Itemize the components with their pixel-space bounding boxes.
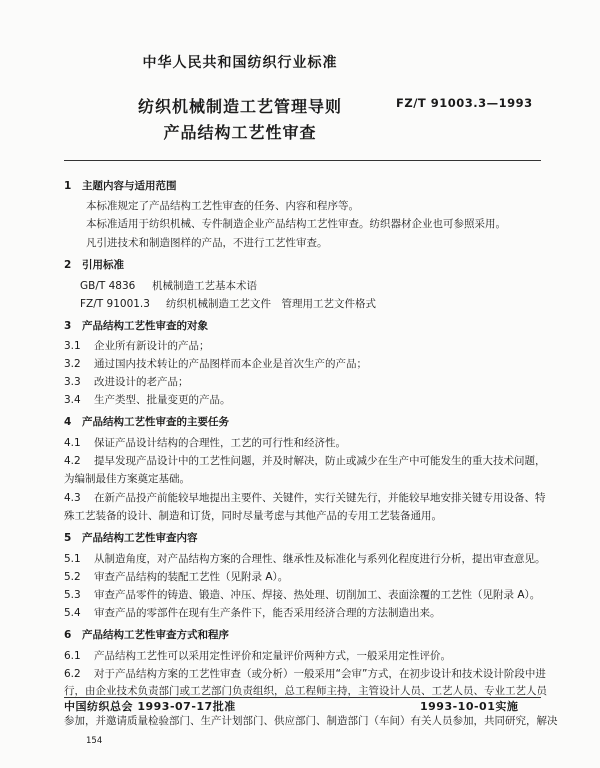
section-number: 5 (64, 532, 72, 544)
section-title: 产品结构工艺性审查内容 (82, 532, 198, 544)
approval-info: 中国纺织总会 1993-07-17批准 (64, 700, 236, 713)
section-title: 产品结构工艺性审查的对象 (82, 320, 208, 332)
item-number: 3.4 (64, 394, 81, 406)
section-title: 产品结构工艺性审查的主要任务 (82, 416, 229, 428)
reference-text: 纺织机械制造工艺文件 管理用工艺文件格式 (166, 298, 376, 310)
item-text: 审查产品结构的装配工艺性（见附录 A）。 (94, 571, 289, 583)
list-item (64, 666, 546, 681)
item-text: 提早发现产品设计中的工艺性问题，并及时解决，防止或减少在生产中可能发生的重大技术问题， (94, 455, 546, 467)
item-number: 4.2 (64, 455, 81, 467)
document-title-line-2: 产品结构工艺性审查 (163, 123, 317, 142)
paragraph: 本标准适用于纺织机械、专件制造企业产品结构工艺性审查。纺织器材企业也可参照采用。 (86, 218, 506, 230)
item-text: 通过国内技术转让的产品图样而本企业是首次生产的产品； (94, 358, 367, 370)
list-item (64, 374, 189, 389)
section-number: 4 (64, 416, 72, 428)
section-title: 产品结构工艺性审查方式和程序 (82, 629, 229, 641)
item-text: 审查产品的零部件在现有生产条件下，能否采用经济合理的方法制造出来。 (94, 607, 441, 619)
header-rule (64, 160, 541, 161)
section-heading-4 (64, 414, 229, 429)
section-number: 3 (64, 320, 72, 332)
item-continuation: 为编制最佳方案奠定基础。 (64, 473, 190, 485)
item-number: 5.4 (64, 607, 81, 619)
item-text: 从制造角度，对产品结构方案的合理性、继承性及标准化与系列化程度进行分析，提出审查意见。 (94, 553, 546, 565)
list-item (64, 338, 210, 353)
section-heading-3 (64, 318, 208, 333)
reference-item (80, 296, 376, 311)
list-item (64, 453, 546, 468)
item-text: 在新产品投产前能较早地提出主要件、关键件，实行关键先行，并能较早地安排关键专用设备、特 (94, 492, 546, 504)
list-item (64, 435, 346, 450)
page-number: 154 (86, 736, 103, 746)
list-item (64, 392, 231, 407)
document-title-line-1: 纺织机械制造工艺管理导则 (137, 97, 342, 116)
item-number: 3.3 (64, 376, 81, 388)
section-heading-6 (64, 627, 229, 642)
effective-date: 1993-10-01实施 (420, 700, 519, 713)
list-item (64, 490, 546, 505)
list-item (64, 551, 546, 566)
paragraph: 凡引进技术和制造图样的产品，不进行工艺性审查。 (86, 237, 328, 249)
item-text: 保证产品设计结构的合理性，工艺的可行性和经济性。 (94, 437, 346, 449)
item-number: 5.1 (64, 553, 81, 565)
item-number: 5.3 (64, 589, 81, 601)
reference-code: FZ/T 91001.3 (80, 298, 150, 310)
list-item (64, 587, 540, 602)
item-text: 生产类型、批量变更的产品。 (94, 394, 231, 406)
section-title: 主题内容与适用范围 (82, 180, 177, 192)
section-number: 1 (64, 180, 72, 192)
list-item (64, 605, 441, 620)
list-item (64, 356, 367, 371)
list-item (64, 648, 451, 663)
item-number: 4.3 (64, 492, 81, 504)
item-text: 企业所有新设计的产品； (94, 340, 210, 352)
item-number: 6.1 (64, 650, 81, 662)
item-continuation: 殊工艺装备的设计、制造和订货，同时尽量考虑与其他产品的专用工艺装备通用。 (64, 510, 442, 522)
item-text: 改进设计的老产品； (94, 376, 189, 388)
list-item (64, 569, 288, 584)
section-number: 2 (64, 259, 72, 271)
section-heading-1 (64, 178, 177, 193)
item-continuation: 参加，并邀请质量检验部门、生产计划部门、供应部门、制造部门（车间）有关人员参加，共同研究，解决 (64, 715, 558, 727)
item-text: 审查产品零件的铸造、锻造、冲压、焊接、热处理、切削加工、表面涂覆的工艺性（见附录 A）。 (94, 589, 541, 601)
section-heading-5 (64, 530, 198, 545)
item-text: 对于产品结构方案的工艺性审查（或分析）一般采用“会审”方式，在初步设计和技术设计阶段中进 (94, 668, 546, 680)
item-number: 3.2 (64, 358, 81, 370)
section-title: 引用标准 (82, 259, 124, 271)
document-code: FZ/T 91003.3—1993 (396, 96, 533, 110)
section-number: 6 (64, 629, 72, 641)
item-number: 3.1 (64, 340, 81, 352)
reference-text: 机械制造工艺基本术语 (152, 280, 257, 292)
item-number: 4.1 (64, 437, 81, 449)
standard-category-title: 中华人民共和国纺织行业标准 (142, 55, 338, 71)
item-number: 6.2 (64, 668, 81, 680)
paragraph: 本标准规定了产品结构工艺性审查的任务、内容和程序等。 (86, 200, 359, 212)
item-number: 5.2 (64, 571, 81, 583)
item-continuation: 行，由企业技术负责部门或工艺部门负责组织，总工程师主持，主管设计人员、工艺人员、专业工艺人员 (64, 685, 547, 697)
item-text: 产品结构工艺性可以采用定性评价和定量评价两种方式，一般采用定性评价。 (94, 650, 451, 662)
reference-item (80, 278, 257, 293)
section-heading-2 (64, 257, 124, 272)
reference-code: GB/T 4836 (80, 280, 136, 292)
